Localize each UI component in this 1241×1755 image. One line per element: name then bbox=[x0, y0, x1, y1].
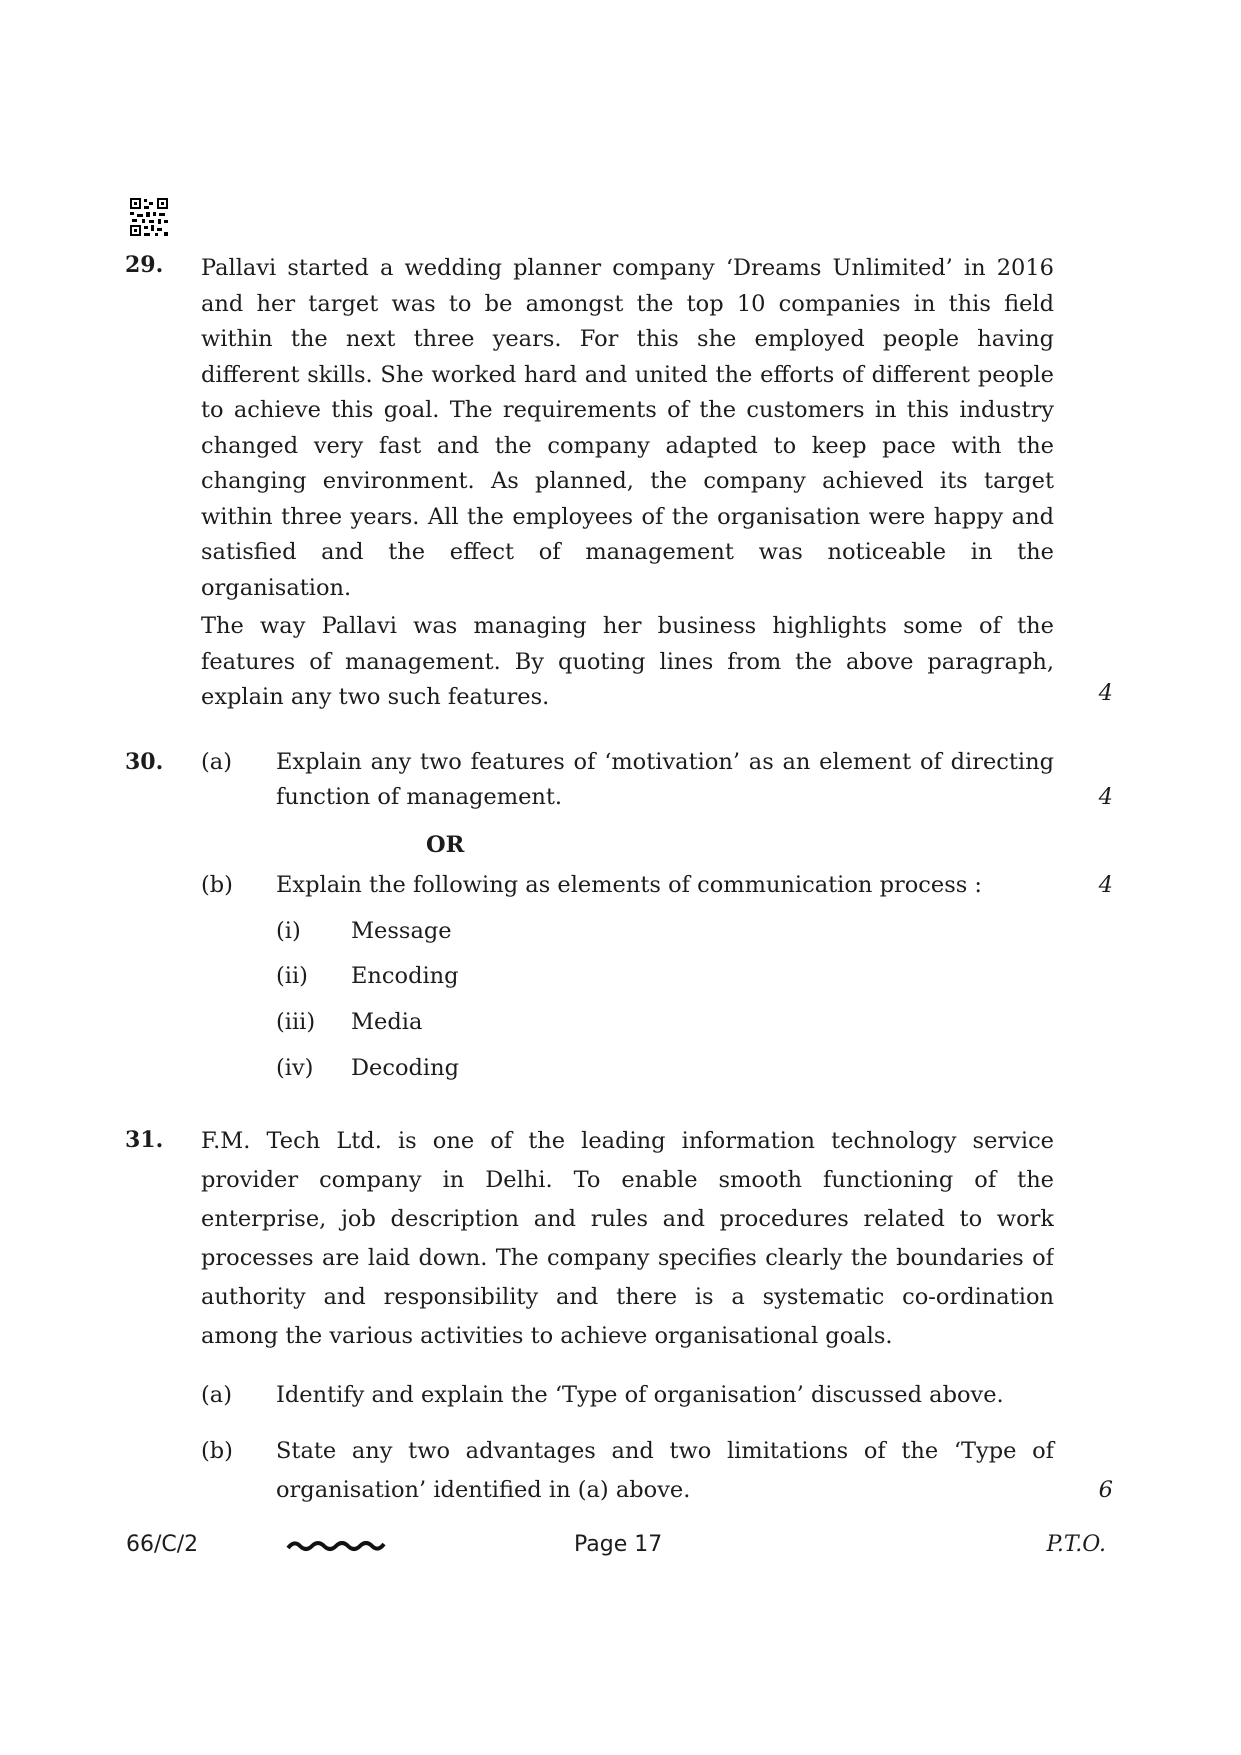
text-line: The way Pallavi was managing her business highlights some of the bbox=[201, 613, 1054, 639]
text-line: Pallavi started a wedding planner company ‘Dreams Unlimited’ in 2016 bbox=[201, 255, 1054, 281]
option-label: (b) bbox=[201, 872, 233, 898]
option-b-text: Explain the following as elements of communication process : bbox=[276, 872, 983, 898]
marks: 6 bbox=[1098, 1477, 1113, 1503]
text-line: provider company in Delhi. To enable smooth functioning of the bbox=[201, 1167, 1054, 1193]
marks: 4 bbox=[1098, 872, 1113, 898]
option-label: (a) bbox=[201, 749, 232, 775]
marks: 4 bbox=[1098, 784, 1113, 810]
text-line: within the next three years. For this she employed people having bbox=[201, 326, 1054, 352]
text-line: authority and responsibility and there is a systematic co-ordination bbox=[201, 1284, 1054, 1310]
option-b-text: State any two advantages and two limitations of the ‘Type of organisation’ identified in (a) above. bbox=[276, 1438, 1054, 1503]
marks: 4 bbox=[1098, 680, 1113, 706]
tilde-ornament-icon bbox=[286, 1536, 386, 1556]
option-a-text: Explain any two features of ‘motivation’ as an element of directing function of management. bbox=[276, 749, 1054, 810]
text-line: among the various activities to achieve organisational goals. bbox=[201, 1323, 893, 1349]
text-line: changing environment. As planned, the company achieved its target bbox=[201, 468, 1054, 494]
text-line: to achieve this goal. The requirements of the customers in this industry bbox=[201, 397, 1054, 423]
text-line: satisfied and the effect of management was noticeable in the bbox=[201, 539, 1054, 565]
question-29-text bbox=[201, 251, 1054, 606]
question-number: 29. bbox=[125, 252, 164, 278]
sub-item-label: (ii) bbox=[276, 963, 308, 989]
text-line: processes are laid down. The company specifies clearly the boundaries of bbox=[201, 1245, 1054, 1271]
sub-item-label: (iv) bbox=[276, 1055, 314, 1081]
question-29-prompt bbox=[201, 609, 1054, 716]
paper-code: 66/C/2 bbox=[126, 1532, 199, 1557]
sub-item-label: (iii) bbox=[276, 1009, 316, 1035]
text-line: different skills. She worked hard and united the efforts of different people bbox=[201, 361, 1054, 388]
sub-item-text: Encoding bbox=[351, 963, 459, 989]
sub-item-label: (i) bbox=[276, 918, 301, 944]
text-line: within three years. All the employees of the organisation were happy and bbox=[201, 503, 1054, 530]
text-line: and her target was to be amongst the top 10 companies in this field bbox=[201, 290, 1054, 317]
text-line: changed very fast and the company adapted to keep pace with the bbox=[201, 432, 1054, 459]
or-separator: OR bbox=[426, 832, 465, 858]
text-line: F.M. Tech Ltd. is one of the leading information technology service bbox=[201, 1128, 1054, 1154]
sub-item-text: Media bbox=[351, 1009, 423, 1035]
pto-label: P.T.O. bbox=[1046, 1532, 1106, 1557]
text-line: features of management. By quoting lines from the above paragraph, bbox=[201, 648, 1054, 675]
question-31-text bbox=[201, 1122, 1054, 1356]
question-number: 30. bbox=[125, 749, 164, 775]
text-line: enterprise, job description and rules and procedures related to work bbox=[201, 1206, 1054, 1232]
page-number: Page 17 bbox=[574, 1532, 663, 1557]
text-line: organisation. bbox=[201, 574, 352, 601]
question-number: 31. bbox=[125, 1127, 164, 1153]
qr-code-icon bbox=[130, 198, 168, 236]
option-label: (b) bbox=[201, 1438, 233, 1464]
text-line: explain any two such features. bbox=[201, 684, 550, 710]
sub-item-text: Message bbox=[351, 918, 452, 944]
option-label: (a) bbox=[201, 1382, 232, 1408]
option-a-text: Identify and explain the ‘Type of organisation’ discussed above. bbox=[276, 1382, 1004, 1408]
sub-item-text: Decoding bbox=[351, 1055, 459, 1081]
